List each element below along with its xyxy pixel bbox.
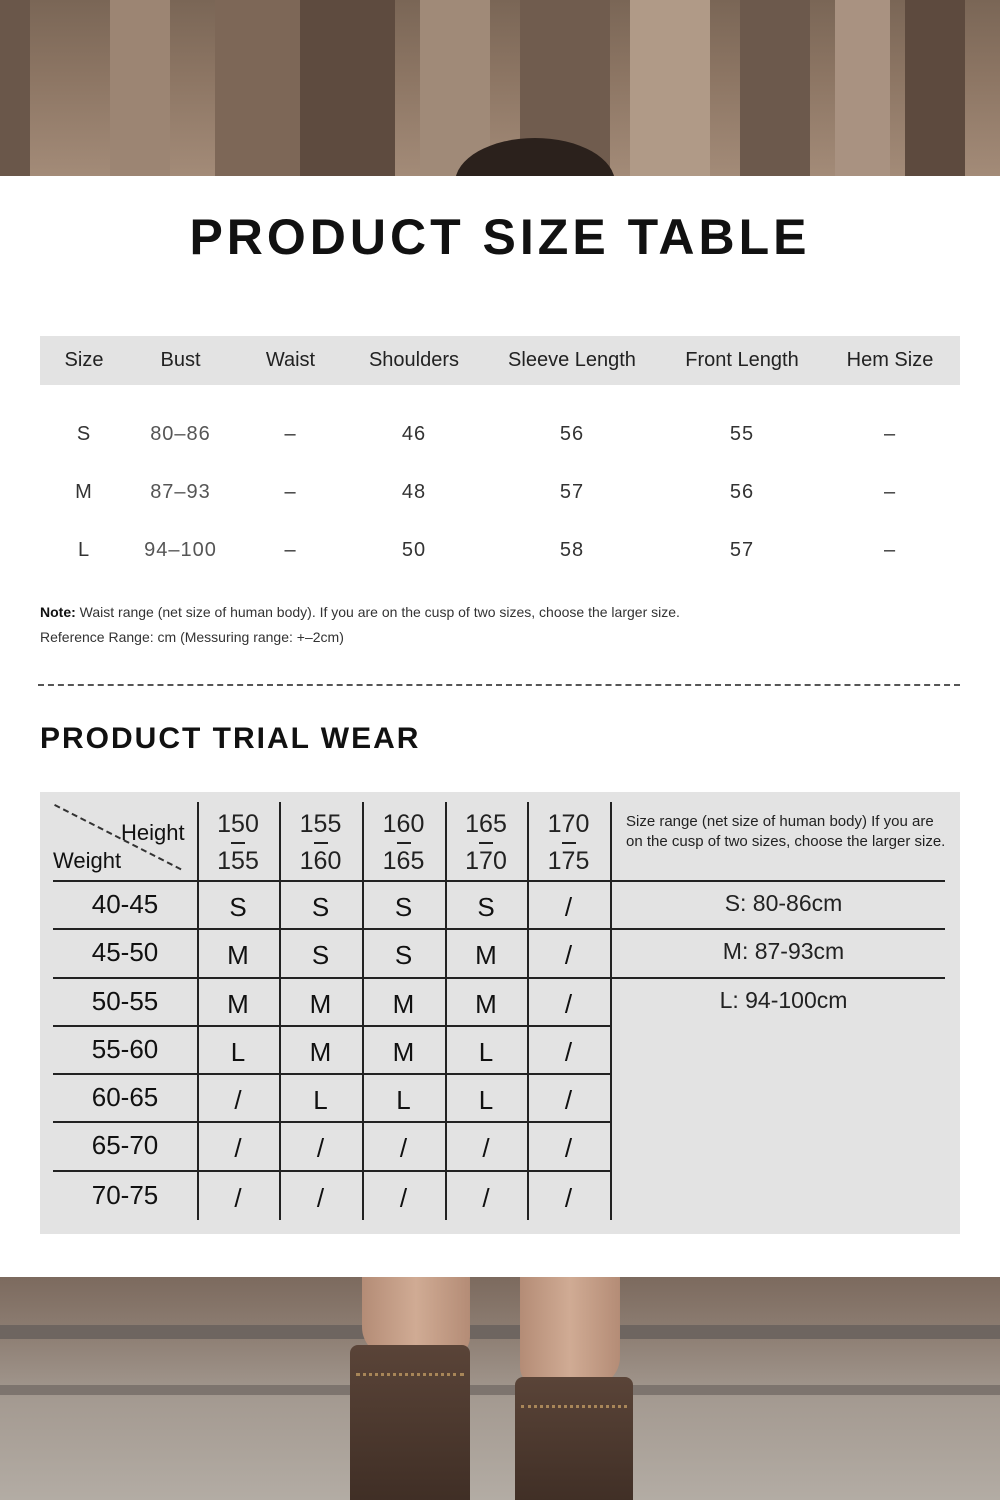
- cell-sleeve-length: 58: [559, 538, 585, 561]
- size-cell: S: [311, 891, 330, 922]
- header-front-length: Front Length: [685, 349, 799, 371]
- size-cell: /: [234, 1084, 242, 1115]
- height-range-top: 155: [299, 810, 342, 838]
- size-cell: /: [564, 988, 573, 1019]
- trial-wear-table: [40, 792, 960, 1234]
- cell-bust: 87–93: [150, 480, 211, 503]
- grid-vline: [610, 802, 612, 1220]
- height-range-bottom: 175: [547, 847, 590, 875]
- table-row: [40, 463, 960, 521]
- size-cell: /: [399, 1133, 408, 1163]
- cell-size: S: [76, 422, 92, 445]
- size-range-s: S: 80-86cm: [724, 890, 843, 916]
- cell-front-length: 57: [729, 538, 755, 561]
- height-range-separator: [479, 842, 493, 844]
- cell-size: L: [77, 538, 91, 561]
- size-cell: /: [399, 1182, 408, 1213]
- cell-sleeve-length: 56: [559, 422, 585, 445]
- size-cell: /: [482, 1182, 490, 1213]
- size-cell: M: [227, 988, 249, 1019]
- weight-range: 55-60: [91, 1033, 159, 1064]
- height-range-top: 150: [217, 810, 259, 838]
- top-model-photo: [0, 0, 1000, 176]
- size-cell: M: [392, 1036, 415, 1067]
- model-leg-right: [520, 1277, 620, 1387]
- cell-bust: 94–100: [144, 538, 217, 561]
- height-range-separator: [231, 842, 245, 844]
- height-range-separator: [397, 842, 411, 844]
- size-cell: /: [564, 940, 573, 970]
- boot-right: [515, 1377, 633, 1500]
- size-cell: M: [309, 1036, 332, 1067]
- size-cell: M: [392, 988, 415, 1019]
- corner-weight-label: Weight: [53, 848, 122, 873]
- page-title: PRODUCT SIZE TABLE: [189, 209, 811, 265]
- reference-range: Reference Range: cm (Messuring range: +–2cm): [40, 629, 344, 645]
- height-range-bottom: 155: [217, 847, 259, 875]
- size-cell: L: [478, 1036, 494, 1067]
- size-cell: /: [564, 1133, 573, 1163]
- height-range-bottom: 170: [465, 847, 507, 875]
- height-range-top: 170: [547, 810, 590, 838]
- info-line: Size range (net size of human body) If you are: [626, 813, 934, 830]
- height-range-separator: [562, 842, 576, 844]
- header-bust: Bust: [160, 349, 201, 371]
- cell-size: M: [75, 480, 93, 503]
- size-cell: L: [313, 1084, 328, 1115]
- cell-shoulders: 48: [401, 480, 427, 503]
- boot-left: [350, 1345, 470, 1500]
- weight-range: 45-50: [91, 937, 159, 967]
- size-info-text: [626, 812, 956, 852]
- size-cell: S: [477, 891, 495, 922]
- cell-waist: –: [284, 538, 297, 561]
- header-hem-size: Hem Size: [846, 349, 934, 371]
- weight-range: 50-55: [91, 985, 159, 1016]
- size-cell: L: [230, 1036, 246, 1067]
- cell-waist: –: [284, 480, 297, 503]
- cell-sleeve-length: 57: [559, 480, 585, 503]
- size-cell: /: [316, 1182, 325, 1213]
- info-line: on the cusp of two sizes, choose the larger size.: [626, 833, 946, 850]
- header-size: Size: [64, 349, 104, 371]
- note-label: Note:: [40, 604, 76, 620]
- size-cell: S: [311, 940, 330, 970]
- bottom-model-photo: [0, 1277, 1000, 1500]
- size-range-m: M: 87-93cm: [722, 938, 845, 964]
- height-range-top: 165: [465, 810, 507, 838]
- cell-front-length: 56: [729, 480, 755, 503]
- header-sleeve-length: Sleeve Length: [508, 349, 636, 371]
- size-cell: M: [227, 940, 249, 970]
- height-range-separator: [314, 842, 328, 844]
- size-cell: /: [234, 1182, 242, 1213]
- size-note: [40, 600, 680, 650]
- weight-range: 40-45: [91, 888, 159, 919]
- cell-hem-size: –: [883, 538, 897, 561]
- cell-shoulders: 46: [401, 422, 427, 445]
- size-cell: M: [475, 940, 497, 970]
- cell-shoulders: 50: [401, 538, 427, 561]
- table-row: [40, 405, 960, 463]
- note-text: Waist range (net size of human body). If you are on the cusp of two sizes, choose the larger size.: [75, 604, 680, 620]
- header-shoulders: Shoulders: [368, 349, 460, 371]
- size-cell: S: [394, 891, 413, 922]
- table-row: [40, 521, 960, 579]
- cell-bust: 80–86: [150, 422, 211, 445]
- height-range-bottom: 160: [299, 847, 342, 875]
- size-cell: M: [475, 988, 497, 1019]
- height-range-top: 160: [382, 810, 425, 838]
- size-cell: L: [478, 1084, 494, 1115]
- size-cell: /: [234, 1133, 242, 1163]
- size-cell: S: [394, 940, 413, 970]
- size-cell: /: [564, 1036, 573, 1067]
- cell-hem-size: –: [883, 422, 897, 445]
- header-waist: Waist: [265, 349, 316, 371]
- height-range-bottom: 165: [382, 847, 425, 875]
- weight-range: 70-75: [91, 1179, 159, 1210]
- cell-waist: –: [284, 422, 297, 445]
- size-cell: L: [396, 1084, 411, 1115]
- dashed-divider: [38, 684, 960, 686]
- size-cell: /: [564, 891, 573, 922]
- size-table-header: [40, 336, 960, 385]
- corner-height-label: Height: [121, 820, 185, 845]
- size-table: [40, 336, 960, 579]
- weight-range: 65-70: [91, 1130, 159, 1160]
- size-cell: /: [482, 1133, 490, 1163]
- size-cell: M: [309, 988, 332, 1019]
- size-cell: /: [564, 1084, 573, 1115]
- size-cell: S: [229, 891, 247, 922]
- cell-front-length: 55: [729, 422, 755, 445]
- size-cell: /: [316, 1133, 325, 1163]
- size-range-l: L: 94-100cm: [719, 987, 848, 1013]
- size-cell: /: [564, 1182, 573, 1213]
- trial-wear-title: PRODUCT TRIAL WEAR: [40, 722, 421, 755]
- cell-hem-size: –: [883, 480, 897, 503]
- weight-range: 60-65: [91, 1081, 159, 1112]
